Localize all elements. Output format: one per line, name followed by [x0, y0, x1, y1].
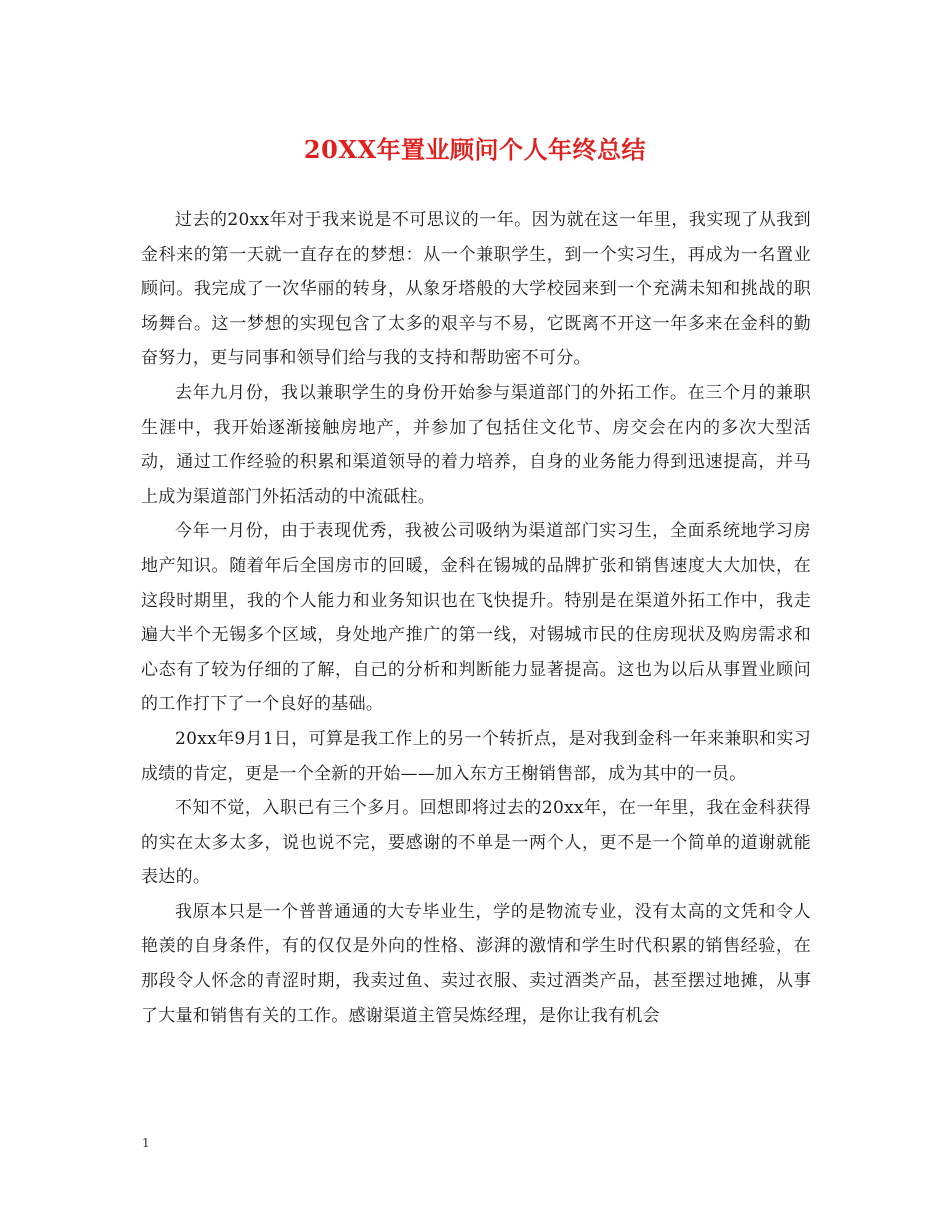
paragraph: 今年一月份，由于表现优秀，我被公司吸纳为渠道部门实习生，全面系统地学习房地产知识。随着年后全国房市的回暖，金科在锡城的品牌扩张和销售速度大大加快，在这段时期里，我的个人能力和业务知识也在飞快提升。特别是在渠道外拓工作中，我走遍大半个无锡多个区域，身处地产推广的第一线，对锡城市民的住房现状及购房需求和心态有了较为仔细的了解，自己的分析和判断能力显著提高。这也为以后从事置业顾问的工作打下了一个良好的基础。	[141, 521, 811, 715]
page-number: 1	[142, 1136, 150, 1150]
paragraph: 不知不觉，入职已有三个多月。回想即将过去的20xx年，在一年里，我在金科获得的实在太多太多，说也说不完，要感谢的不单是一两个人，更不是一个简单的道谢就能表达的。	[141, 798, 811, 888]
paragraph: 我原本只是一个普普通通的大专毕业生，学的是物流专业，没有太高的文凭和令人艳羡的自身条件，有的仅仅是外向的性格、澎湃的激情和学生时代积累的销售经验，在那段令人怀念的青涩时期，我卖过鱼、卖过衣服、卖过酒类产品，甚至摆过地摊，从事了大量和销售有关的工作。感谢渠道主管吴炼经理，是你让我有机会	[141, 901, 811, 1026]
paragraph: 去年九月份，我以兼职学生的身份开始参与渠道部门的外拓工作。在三个月的兼职生涯中，我开始逐渐接触房地产，并参加了包括住文化节、房交会在内的多次大型活动，通过工作经验的积累和渠道领导的着力培养，自身的业务能力得到迅速提高，并马上成为渠道部门外拓活动的中流砥柱。	[141, 382, 811, 507]
paragraph: 过去的20xx年对于我来说是不可思议的一年。因为就在这一年里，我实现了从我到金科来的第一天就一直存在的梦想：从一个兼职学生，到一个实习生，再成为一名置业顾问。我完成了一次华丽的转身，从象牙塔般的大学校园来到一个充满未知和挑战的职场舞台。这一梦想的实现包含了太多的艰辛与不易，它既离不开这一年多来在金科的勤奋努力，更与同事和领导们给与我的支持和帮助密不可分。	[141, 210, 811, 369]
paragraph: 20xx年9月1日，可算是我工作上的另一个转折点，是对我到金科一年来兼职和实习成绩的肯定，更是一个全新的开始——加入东方王榭销售部，成为其中的一员。	[141, 728, 811, 784]
document-title: 20XX年置业顾问个人年终总结	[303, 135, 647, 164]
document-body	[141, 203, 811, 1033]
